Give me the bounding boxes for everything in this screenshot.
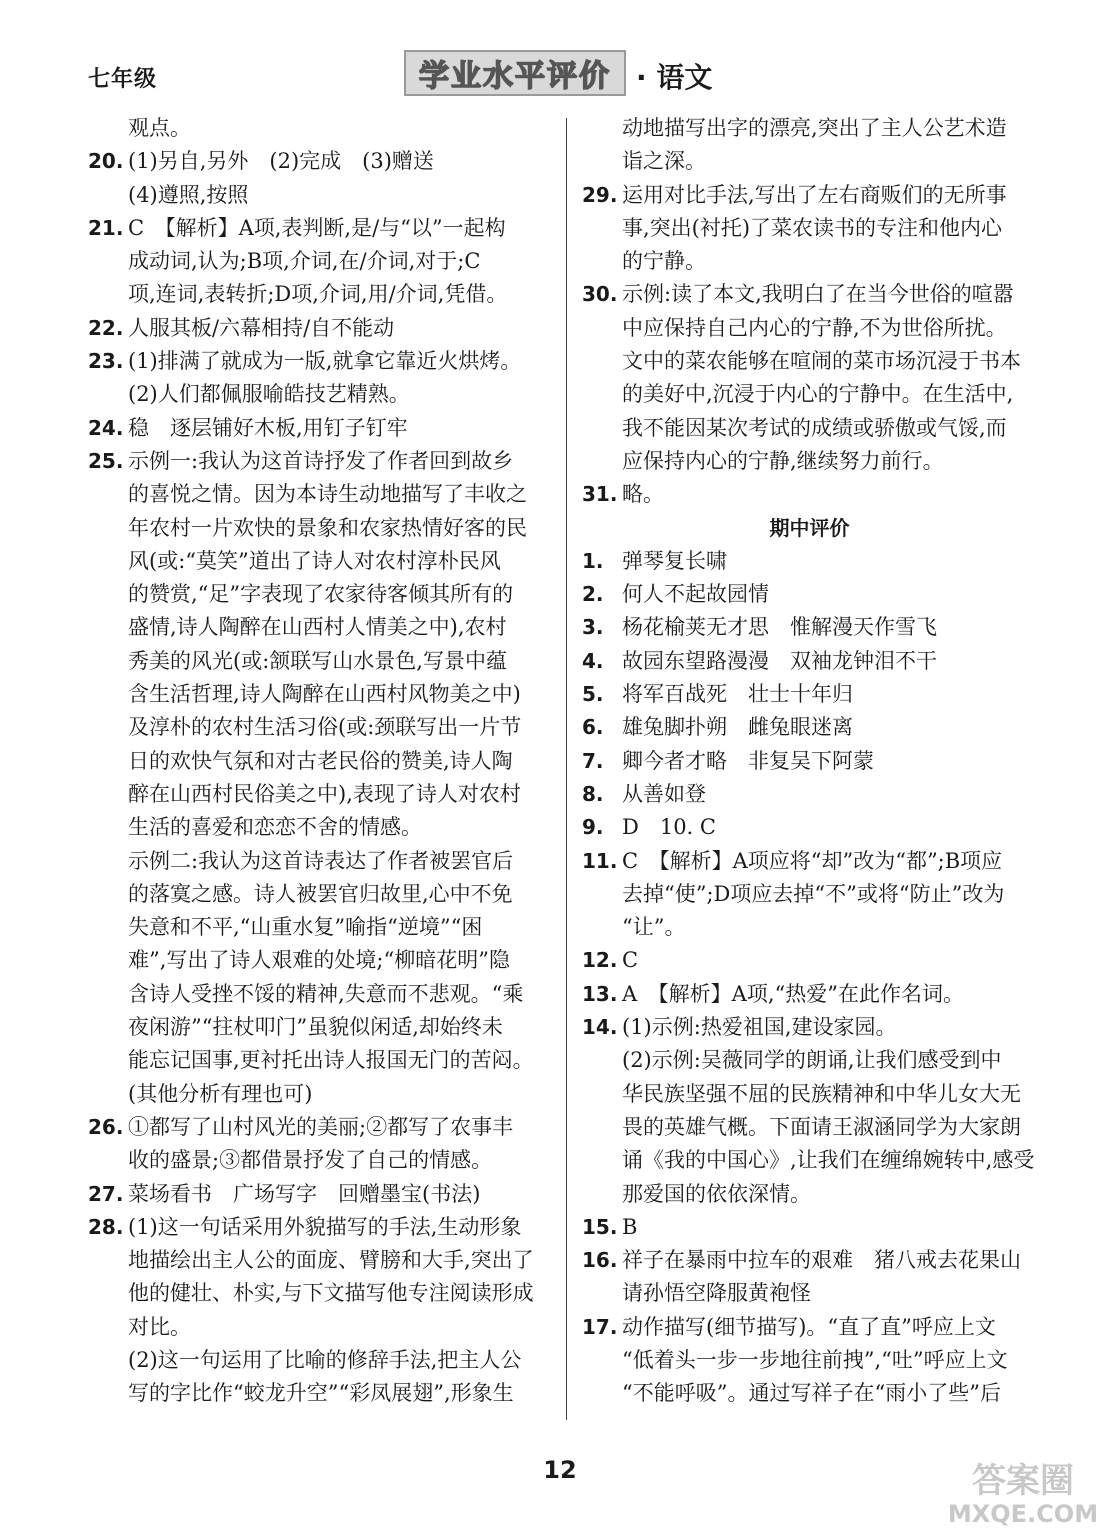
book-title-box xyxy=(404,50,626,96)
grade-label: 七年级 xyxy=(88,67,158,92)
answer-text: 请孙悟空降服黄袍怪 xyxy=(622,1281,811,1306)
watermark-logo-text: 答案圈 xyxy=(972,1461,1074,1501)
question-number: 6. xyxy=(582,715,604,740)
answer-text: 将军百战死 壮士十年归 xyxy=(622,682,853,707)
answer-line xyxy=(582,1111,1037,1144)
question-number: 12. xyxy=(582,948,618,973)
answer-line xyxy=(582,1144,1037,1177)
answer-line xyxy=(88,212,558,245)
answer-line xyxy=(582,1244,1037,1277)
answer-line xyxy=(88,811,558,844)
answer-text: 菜场看书 广场写字 回赠墨宝(书法) xyxy=(128,1181,481,1206)
answer-text: 故园东望路漫漫 双袖龙钟泪不干 xyxy=(622,648,937,673)
answer-text: 稳 逐层铺好木板,用钉子钉牢 xyxy=(128,415,408,440)
answer-text: 风(或:“莫笑”道出了诗人对农村淳朴民风 xyxy=(128,548,501,573)
answer-text: 示例二:我认为这首诗表达了作者被罢官后 xyxy=(128,848,514,873)
answer-line xyxy=(88,1111,558,1144)
question-number: 29. xyxy=(582,182,618,207)
answer-line xyxy=(88,478,558,511)
answer-line xyxy=(88,745,558,778)
question-number: 1. xyxy=(582,548,604,573)
answer-line xyxy=(88,145,558,178)
answer-text: 醉在山西村民俗美之中),表现了诗人对农村 xyxy=(128,781,521,806)
question-number: 20. xyxy=(88,149,124,174)
answer-text: 年农村一片欢快的景象和农家热情好客的民 xyxy=(128,515,527,540)
question-number: 4. xyxy=(582,648,604,673)
answer-text: 那爱国的依依深情。 xyxy=(622,1181,811,1206)
question-number: 25. xyxy=(88,448,124,473)
answer-text: 项,连词,表转折;D项,介词,用/介词,凭借。 xyxy=(128,282,508,307)
answer-line xyxy=(88,378,558,411)
left-column xyxy=(88,112,558,1411)
answer-text: 应保持内心的宁静,继续努力前行。 xyxy=(622,448,944,473)
answer-line xyxy=(582,1311,1037,1344)
answer-line xyxy=(88,412,558,445)
answer-text: 示例一:我认为这首诗抒发了作者回到故乡 xyxy=(128,448,514,473)
answer-line xyxy=(582,378,1037,411)
question-number: 15. xyxy=(582,1214,618,1239)
answer-line xyxy=(582,578,1037,611)
answer-text: 运用对比手法,写出了左右商贩们的无所事 xyxy=(622,182,1007,207)
question-number: 31. xyxy=(582,482,618,507)
answer-line xyxy=(582,145,1037,178)
answer-line xyxy=(582,878,1037,911)
answer-text: (其他分析有理也可) xyxy=(128,1081,313,1106)
answer-text: 诣之深。 xyxy=(622,149,706,174)
answer-text: 含诗人受挫不馁的精神,失意而不悲观。“乘 xyxy=(128,981,524,1006)
answer-line xyxy=(88,312,558,345)
answer-line xyxy=(582,545,1037,578)
answer-text: 动作描写(细节描写)。“直了直”呼应上文 xyxy=(622,1314,996,1339)
answer-text: 何人不起故园情 xyxy=(622,582,769,607)
answer-line xyxy=(88,711,558,744)
answer-text: (1)示例:热爱祖国,建设家园。 xyxy=(622,1015,897,1040)
answer-line xyxy=(582,944,1037,977)
page-number: 12 xyxy=(543,1456,577,1484)
question-number: 23. xyxy=(88,349,124,374)
answer-line xyxy=(88,578,558,611)
answer-line xyxy=(582,1211,1037,1244)
answer-text: “低着头一步一步地往前拽”,“吐”呼应上文 xyxy=(622,1347,1008,1372)
answer-text: 的宁静。 xyxy=(622,249,706,274)
question-number: 13. xyxy=(582,981,618,1006)
answer-text: 的落寞之感。诗人被罢官归故里,心中不免 xyxy=(128,881,513,906)
answer-text: 杨花榆荚无才思 惟解漫天作雪飞 xyxy=(622,615,937,640)
question-number: 9. xyxy=(582,815,604,840)
answer-text: 夜闲游”“拄杖叩门”虽貌似闲适,却始终未 xyxy=(128,1015,503,1040)
answer-text: (1)另自,另外 (2)完成 (3)赠送 xyxy=(128,149,434,174)
answer-line xyxy=(88,1344,558,1377)
answer-text: 失意和不平,“山重水复”喻指“逆境”“困 xyxy=(128,915,483,940)
answer-text: 能忘记国事,更衬托出诗人报国无门的苦闷。 xyxy=(128,1048,534,1073)
answer-line xyxy=(88,645,558,678)
answer-text: C 【解析】A项,表判断,是/与“以”一起构 xyxy=(128,215,506,240)
answer-text: 祥子在暴雨中拉车的艰难 猪八戒去花果山 xyxy=(622,1248,1021,1273)
answer-text: (2)示例:吴薇同学的朗诵,让我们感受到中 xyxy=(622,1048,1002,1073)
answer-text: 诵《我的中国心》,让我们在缠绵婉转中,感受 xyxy=(622,1148,1035,1173)
answer-text: ①都写了山村风光的美丽;②都写了农事丰 xyxy=(128,1114,514,1139)
answer-text: (2)这一句运用了比喻的修辞手法,把主人公 xyxy=(128,1347,522,1372)
answer-text: “让”。 xyxy=(622,915,686,940)
answer-text: 日的欢快气氛和对古老民俗的赞美,诗人陶 xyxy=(128,748,513,773)
question-number: 8. xyxy=(582,781,604,806)
answer-text: 观点。 xyxy=(128,116,191,140)
answer-line xyxy=(582,678,1037,711)
answer-line xyxy=(88,1144,558,1177)
answer-text: (4)遵照,按照 xyxy=(128,182,249,207)
question-number: 11. xyxy=(582,848,618,873)
answer-line xyxy=(582,711,1037,744)
question-number: 22. xyxy=(88,315,124,340)
answer-line xyxy=(88,1211,558,1244)
answer-line xyxy=(88,611,558,644)
question-number: 14. xyxy=(582,1015,618,1040)
answer-text: 略。 xyxy=(622,482,664,507)
answer-line xyxy=(582,745,1037,778)
answer-text: 事,突出(衬托)了菜农读书的专注和他内心 xyxy=(622,215,1003,240)
page-header xyxy=(0,50,1120,102)
answer-line xyxy=(582,212,1037,245)
answer-text: 从善如登 xyxy=(622,781,706,806)
answer-text: 成动词,认为;B项,介词,在/介词,对于;C xyxy=(128,249,481,274)
answer-text: 华民族坚强不屈的民族精神和中华儿女大无 xyxy=(622,1081,1021,1106)
answer-line xyxy=(88,512,558,545)
answer-line xyxy=(582,1277,1037,1310)
answer-line xyxy=(88,245,558,278)
answer-line xyxy=(88,878,558,911)
answer-text: 卿今者才略 非复吴下阿蒙 xyxy=(622,748,874,773)
answer-line xyxy=(88,1377,558,1410)
answer-line xyxy=(88,1178,558,1211)
answer-line xyxy=(582,845,1037,878)
answer-line xyxy=(582,978,1037,1011)
answer-text: C 【解析】A项应将“却”改为“都”;B项应 xyxy=(622,848,1003,873)
answer-text: 示例:读了本文,我明白了在当今世俗的喧嚣 xyxy=(622,282,1014,307)
answer-line xyxy=(582,445,1037,478)
answer-line xyxy=(88,911,558,944)
answer-line xyxy=(582,778,1037,811)
answer-text: 雄兔脚扑朔 雌兔眼迷离 xyxy=(622,715,853,740)
answer-text: 秀美的风光(或:颔联写山水景色,写景中蕴 xyxy=(128,648,507,673)
answer-line xyxy=(582,911,1037,944)
answer-text: 动地描写出字的漂亮,突出了主人公艺术造 xyxy=(622,116,1007,140)
answer-line xyxy=(582,645,1037,678)
right-column xyxy=(582,112,1037,1411)
answer-text: 弹琴复长啸 xyxy=(622,548,727,573)
answer-line xyxy=(582,345,1037,378)
answer-line xyxy=(582,412,1037,445)
answer-text: D 10. C xyxy=(622,815,716,840)
answer-text: 的喜悦之情。因为本诗生动地描写了丰收之 xyxy=(128,482,527,507)
answer-text: 地描绘出主人公的面庞、臂膀和大手,突出了 xyxy=(128,1248,534,1273)
answer-text: 人服其板/六幕相持/自不能动 xyxy=(128,315,395,340)
answer-line xyxy=(582,312,1037,345)
question-number: 21. xyxy=(88,215,124,240)
question-number: 2. xyxy=(582,582,604,607)
column-divider xyxy=(566,118,567,1420)
answer-text: (1)排满了就成为一版,就拿它靠近火烘烤。 xyxy=(128,349,522,374)
answer-line xyxy=(88,545,558,578)
question-number: 27. xyxy=(88,1181,124,1206)
answer-text: 含生活哲理,诗人陶醉在山西村风物美之中) xyxy=(128,682,521,707)
question-number: 3. xyxy=(582,615,604,640)
answer-line xyxy=(582,811,1037,844)
answer-line xyxy=(582,1377,1037,1410)
answer-line xyxy=(582,1011,1037,1044)
answer-line xyxy=(88,944,558,977)
answer-text: 中应保持自己内心的宁静,不为世俗所扰。 xyxy=(622,315,1007,340)
answer-line xyxy=(582,278,1037,311)
answer-text: 的赞赏,“足”字表现了农家待客倾其所有的 xyxy=(128,582,514,607)
answer-line xyxy=(582,1044,1037,1077)
answer-text: 及淳朴的农村生活习俗(或:颈联写出一片节 xyxy=(128,715,522,740)
answer-text: 我不能因某次考试的成绩或骄傲或气馁,而 xyxy=(622,415,1007,440)
section-heading: 期中评价 xyxy=(769,515,850,540)
answer-line xyxy=(88,278,558,311)
question-number: 5. xyxy=(582,682,604,707)
answer-line xyxy=(582,1344,1037,1377)
question-number: 7. xyxy=(582,748,604,773)
answer-text: 他的健壮、朴实,与下文描写他专注阅读形成 xyxy=(128,1281,534,1306)
question-number: 16. xyxy=(582,1248,618,1273)
answer-line xyxy=(582,245,1037,278)
answer-line xyxy=(582,179,1037,212)
answer-text: (2)人们都佩服喻皓技艺精熟。 xyxy=(128,382,410,407)
answer-text: 文中的菜农能够在喧闹的菜市场沉浸于书本 xyxy=(622,349,1021,374)
answer-text: B xyxy=(622,1214,638,1239)
answer-text: (1)这一句话采用外貌描写的手法,生动形象 xyxy=(128,1214,522,1239)
answer-line xyxy=(582,1178,1037,1211)
answer-line xyxy=(88,1011,558,1044)
book-title: 学业水平评价 xyxy=(419,59,611,94)
answer-text: 盛情,诗人陶醉在山西村人情美之中),农村 xyxy=(128,615,507,640)
answer-line xyxy=(88,1078,558,1111)
answer-text: 生活的喜爱和恋恋不舍的情感。 xyxy=(128,815,422,840)
answer-text: 写的字比作“蛟龙升空”“彩凤展翅”,形象生 xyxy=(128,1381,514,1406)
answer-line xyxy=(582,1078,1037,1111)
watermark-domain: MXQE.COM xyxy=(947,1500,1099,1528)
answer-line xyxy=(88,978,558,1011)
answer-line xyxy=(88,778,558,811)
question-number: 30. xyxy=(582,282,618,307)
answer-text: “不能呼吸”。通过写祥子在“雨小了些”后 xyxy=(622,1381,1001,1406)
subject-label: · 语文 xyxy=(636,61,713,94)
answer-line xyxy=(88,845,558,878)
answer-text: 去掉“使”;D项应去掉“不”或将“防止”改为 xyxy=(622,881,1005,906)
answer-line xyxy=(88,1277,558,1310)
answer-text: 对比。 xyxy=(128,1314,191,1339)
answer-line xyxy=(88,179,558,212)
answer-line xyxy=(88,112,558,145)
answer-line xyxy=(88,345,558,378)
watermark-logo xyxy=(938,1456,1108,1528)
answer-line xyxy=(582,478,1037,511)
answer-text: 难”,写出了诗人艰难的处境;“柳暗花明”隐 xyxy=(128,948,510,973)
answer-text: 收的盛景;③都借景抒发了自己的情感。 xyxy=(128,1148,493,1173)
answer-line xyxy=(88,678,558,711)
question-number: 28. xyxy=(88,1214,124,1239)
answer-line xyxy=(88,445,558,478)
answer-line xyxy=(582,112,1037,145)
question-number: 26. xyxy=(88,1114,124,1139)
answer-text: 的美好中,沉浸于内心的宁静中。在生活中, xyxy=(622,382,1014,407)
question-number: 24. xyxy=(88,415,124,440)
answer-line xyxy=(88,1244,558,1277)
answer-line xyxy=(88,1044,558,1077)
question-number: 17. xyxy=(582,1314,618,1339)
answer-text: C xyxy=(622,948,639,973)
answer-text: 畏的英雄气概。下面请王淑涵同学为大家朗 xyxy=(622,1114,1021,1139)
answer-text: A 【解析】A项,“热爱”在此作名词。 xyxy=(622,981,964,1006)
answer-line xyxy=(582,611,1037,644)
answer-line xyxy=(88,1311,558,1344)
